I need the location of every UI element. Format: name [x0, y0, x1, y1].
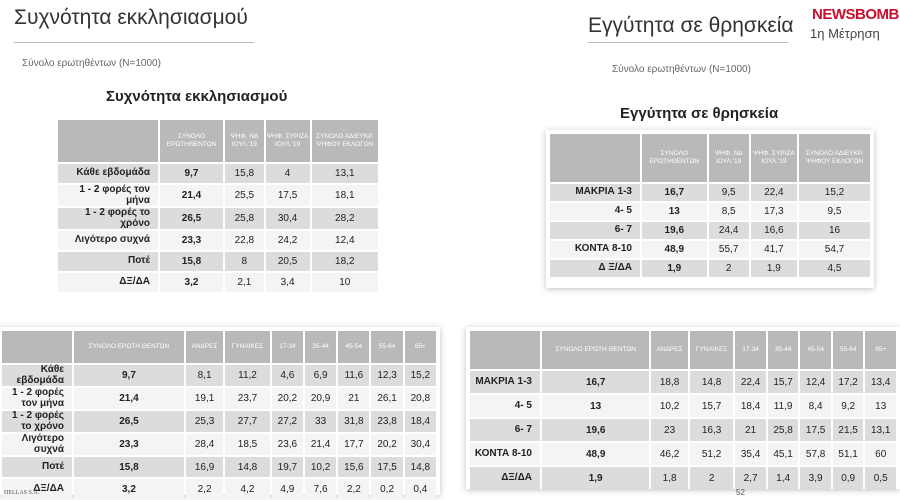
data-cell: 20,5 [266, 252, 310, 271]
row-label: 1 - 2 φορές το χρόνο [2, 411, 72, 432]
table-row [470, 419, 896, 441]
column-header: 35-44 [768, 331, 799, 369]
data-cell: 4,6 [272, 365, 303, 386]
data-cell: 17,2 [833, 371, 864, 393]
table1-title: Συχνότητα εκκλησιασμού [106, 88, 288, 105]
data-cell: 41,7 [751, 241, 797, 258]
column-header: ΓΥΝΑΙΚΕΣ [690, 331, 734, 369]
page-title-right: Εγγύτητα σε θρησκεία [588, 14, 794, 37]
data-cell: 24,2 [266, 231, 310, 250]
data-cell: 18,2 [312, 252, 378, 271]
data-cell: 11,6 [338, 365, 369, 386]
newsbomb-logo: NEWSBOMB [812, 6, 899, 23]
row-label: ΜΑΚΡΙΑ 1-3 [470, 371, 540, 393]
data-cell: 4 [266, 164, 310, 183]
footer-company: HELLAS S.A. [4, 490, 40, 496]
column-header: ΓΥΝΑΙΚΕΣ [225, 331, 270, 363]
church-attendance-by-demographic-table [0, 329, 438, 500]
header-corner-cell [2, 331, 72, 363]
table-row [2, 479, 436, 499]
data-cell: 21,4 [74, 388, 184, 409]
data-cell: 9,7 [160, 164, 223, 183]
table2-title: Εγγύτητα σε θρησκεία [620, 105, 779, 122]
data-cell: 21,4 [160, 185, 223, 206]
data-cell: 2,1 [225, 273, 264, 292]
religion-closeness-by-demographic-table [468, 329, 898, 491]
data-cell: 13,1 [312, 164, 378, 183]
data-cell: 17,7 [338, 434, 369, 455]
row-label: 6- 7 [550, 222, 640, 239]
data-cell: 23,6 [272, 434, 303, 455]
data-cell: 22,4 [751, 184, 797, 201]
data-cell: 26,5 [160, 208, 223, 229]
data-cell: 10 [312, 273, 378, 292]
data-cell: 3,2 [74, 479, 184, 499]
data-cell: 2 [709, 260, 749, 277]
table-row [58, 164, 378, 183]
data-cell: 11,9 [768, 395, 799, 417]
table-row [58, 273, 378, 292]
row-label: ΔΞ/ΔΑ [470, 467, 540, 489]
column-header: 65+ [865, 331, 896, 369]
column-header: 45-54 [800, 331, 831, 369]
row-label: 1 - 2 φορές το χρόνο [58, 208, 158, 229]
data-cell: 13,1 [865, 419, 896, 441]
data-cell: 14,8 [405, 457, 436, 477]
data-cell: 57,8 [800, 443, 831, 465]
table-row [2, 388, 436, 409]
data-cell: 0,9 [833, 467, 864, 489]
row-label: Κάθε εβδομάδα [2, 365, 72, 386]
data-cell: 19,1 [186, 388, 223, 409]
data-cell: 18,8 [651, 371, 687, 393]
data-cell: 27,7 [225, 411, 270, 432]
data-cell: 12,3 [371, 365, 402, 386]
column-header: ΨΗΦ. ΣΥΡΙΖΑ ΙΟΥΛ.'19 [266, 120, 310, 162]
row-label: 1 - 2 φορές τον μήνα [58, 185, 158, 206]
data-cell: 35,4 [735, 443, 766, 465]
data-cell: 60 [865, 443, 896, 465]
data-cell: 25,8 [225, 208, 264, 229]
row-label: Ποτέ [2, 457, 72, 477]
row-label: Ποτέ [58, 252, 158, 271]
data-cell: 20,8 [405, 388, 436, 409]
data-cell: 16,7 [542, 371, 649, 393]
data-cell: 0,5 [865, 467, 896, 489]
data-cell: 23 [651, 419, 687, 441]
data-cell: 12,4 [800, 371, 831, 393]
data-cell: 55,7 [709, 241, 749, 258]
column-header: ΣΥΝΟΛΟ ΑΔΙΕΥΚΡ. ΨΗΦΟΥ ΕΚΛΟΓΩΝ [799, 134, 870, 182]
data-cell: 9,5 [709, 184, 749, 201]
data-cell: 22,4 [735, 371, 766, 393]
data-cell: 4,2 [225, 479, 270, 499]
table-row [550, 222, 870, 239]
row-label: 6- 7 [470, 419, 540, 441]
data-cell: 0,2 [371, 479, 402, 499]
table-row [2, 434, 436, 455]
column-header: ΣΥΝΟΛΟ ΕΡΩΤΗΘΕΝΤΩΝ [160, 120, 223, 162]
data-cell: 15,8 [160, 252, 223, 271]
row-label: ΔΞ/ΔΑ [2, 479, 72, 499]
church-attendance-by-vote-table [56, 118, 380, 294]
row-label: ΔΞ/ΔΑ [58, 273, 158, 292]
data-cell: 18,1 [312, 185, 378, 206]
table-row [550, 203, 870, 220]
data-cell: 13 [642, 203, 707, 220]
data-cell: 8 [225, 252, 264, 271]
row-label: ΜΑΚΡΙΑ 1-3 [550, 184, 640, 201]
row-label: Λιγότερο συχνά [2, 434, 72, 455]
data-cell: 18,4 [405, 411, 436, 432]
table-row [470, 443, 896, 465]
data-cell: 21 [735, 419, 766, 441]
data-cell: 9,5 [799, 203, 870, 220]
column-header: ΣΥΝΟΛΟ ΕΡΩΤΗ ΘΕΝΤΩΝ [74, 331, 184, 363]
data-cell: 33 [305, 411, 336, 432]
data-cell: 7,6 [305, 479, 336, 499]
column-header: ΣΥΝΟΛΟ ΑΔΙΕΥΚΡ. ΨΗΦΟΥ ΕΚΛΟΓΩΝ [312, 120, 378, 162]
data-cell: 8,4 [800, 395, 831, 417]
data-cell: 1,9 [642, 260, 707, 277]
data-cell: 16 [799, 222, 870, 239]
column-header: 65+ [405, 331, 436, 363]
data-cell: 6,9 [305, 365, 336, 386]
data-cell: 48,9 [542, 443, 649, 465]
data-cell: 4,9 [272, 479, 303, 499]
sample-note-right: Σύνολο ερωτηθέντων (N=1000) [612, 64, 751, 75]
table-row [470, 371, 896, 393]
row-label: ΚΟΝΤΑ 8-10 [550, 241, 640, 258]
data-cell: 23,8 [371, 411, 402, 432]
data-cell: 17,5 [266, 185, 310, 206]
table-row [58, 208, 378, 229]
data-cell: 2,7 [735, 467, 766, 489]
data-cell: 18,5 [225, 434, 270, 455]
data-cell: 45,1 [768, 443, 799, 465]
data-cell: 23,3 [160, 231, 223, 250]
data-cell: 3,2 [160, 273, 223, 292]
header-corner-cell [470, 331, 540, 369]
data-cell: 13 [542, 395, 649, 417]
column-header: ΑΝΔΡΕΣ [186, 331, 223, 363]
data-cell: 9,2 [833, 395, 864, 417]
data-cell: 23,7 [225, 388, 270, 409]
data-cell: 10,2 [651, 395, 687, 417]
data-cell: 24,4 [709, 222, 749, 239]
sample-note-left: Σύνολο ερωτηθέντων (N=1000) [22, 58, 161, 69]
data-cell: 14,8 [225, 457, 270, 477]
data-cell: 19,6 [542, 419, 649, 441]
data-cell: 21 [338, 388, 369, 409]
data-cell: 16,3 [690, 419, 734, 441]
column-header: 17-34 [735, 331, 766, 369]
data-cell: 15,7 [768, 371, 799, 393]
data-cell: 51,2 [690, 443, 734, 465]
row-label: 4- 5 [470, 395, 540, 417]
column-header: 55-64 [371, 331, 402, 363]
data-cell: 51,1 [833, 443, 864, 465]
table-row [2, 365, 436, 386]
table-row [470, 395, 896, 417]
data-cell: 15,6 [338, 457, 369, 477]
data-cell: 25,3 [186, 411, 223, 432]
column-header: ΨΗΦ. ΝΔ ΙΟΥΛ.'19 [709, 134, 749, 182]
data-cell: 25,5 [225, 185, 264, 206]
row-label: 4- 5 [550, 203, 640, 220]
data-cell: 8,5 [709, 203, 749, 220]
data-cell: 2 [690, 467, 734, 489]
data-cell: 46,2 [651, 443, 687, 465]
data-cell: 1,4 [768, 467, 799, 489]
data-cell: 1,9 [542, 467, 649, 489]
table-row [470, 467, 896, 489]
data-cell: 13,4 [865, 371, 896, 393]
data-cell: 17,5 [800, 419, 831, 441]
table-row [2, 411, 436, 432]
data-cell: 17,5 [371, 457, 402, 477]
column-header: 45-54 [338, 331, 369, 363]
table-header-row [470, 331, 896, 369]
data-cell: 22,8 [225, 231, 264, 250]
row-label: 1 - 2 φορές τον μήνα [2, 388, 72, 409]
data-cell: 26,5 [74, 411, 184, 432]
data-cell: 12,4 [312, 231, 378, 250]
table-row [550, 184, 870, 201]
data-cell: 15,8 [74, 457, 184, 477]
data-cell: 21,4 [305, 434, 336, 455]
data-cell: 17,3 [751, 203, 797, 220]
row-label: Κάθε εβδομάδα [58, 164, 158, 183]
column-header: ΑΝΔΡΕΣ [651, 331, 687, 369]
column-header: 55-64 [833, 331, 864, 369]
data-cell: 20,9 [305, 388, 336, 409]
religion-closeness-by-vote-table [548, 132, 872, 279]
column-header: ΨΗΦ. ΝΔ ΙΟΥΛ.'19 [225, 120, 264, 162]
data-cell: 0,4 [405, 479, 436, 499]
table-row [2, 457, 436, 477]
data-cell: 2,2 [338, 479, 369, 499]
data-cell: 16,7 [642, 184, 707, 201]
data-cell: 15,7 [690, 395, 734, 417]
data-cell: 11,2 [225, 365, 270, 386]
data-cell: 28,2 [312, 208, 378, 229]
column-header: ΨΗΦ. ΣΥΡΙΖΑ ΙΟΥΛ.'19 [751, 134, 797, 182]
data-cell: 4,5 [799, 260, 870, 277]
data-cell: 16,6 [751, 222, 797, 239]
row-label: Λιγότερο συχνά [58, 231, 158, 250]
data-cell: 13 [865, 395, 896, 417]
data-cell: 9,7 [74, 365, 184, 386]
table-row [550, 260, 870, 277]
data-cell: 23,3 [74, 434, 184, 455]
header-divider-right [588, 42, 788, 43]
header-corner-cell [58, 120, 158, 162]
header-corner-cell [550, 134, 640, 182]
table-row [58, 252, 378, 271]
column-header: ΣΥΝΟΛΟ ΕΡΩΤΗ ΘΕΝΤΩΝ [542, 331, 649, 369]
data-cell: 3,4 [266, 273, 310, 292]
table-row [58, 231, 378, 250]
column-header: 35-44 [305, 331, 336, 363]
table-header-row [58, 120, 378, 162]
data-cell: 10,2 [305, 457, 336, 477]
data-cell: 1,8 [651, 467, 687, 489]
data-cell: 20,2 [371, 434, 402, 455]
data-cell: 1,9 [751, 260, 797, 277]
data-cell: 28,4 [186, 434, 223, 455]
row-label: ΚΟΝΤΑ 8-10 [470, 443, 540, 465]
data-cell: 19,6 [642, 222, 707, 239]
data-cell: 3,9 [800, 467, 831, 489]
data-cell: 30,4 [405, 434, 436, 455]
data-cell: 30,4 [266, 208, 310, 229]
page-title-left: Συχνότητα εκκλησιασμού [14, 6, 248, 29]
row-label: Δ Ξ/ΔΑ [550, 260, 640, 277]
data-cell: 26,1 [371, 388, 402, 409]
table-row [550, 241, 870, 258]
header-divider-left [14, 42, 254, 43]
data-cell: 18,4 [735, 395, 766, 417]
data-cell: 27,2 [272, 411, 303, 432]
data-cell: 8,1 [186, 365, 223, 386]
data-cell: 19,7 [272, 457, 303, 477]
table-header-row [2, 331, 436, 363]
data-cell: 20,2 [272, 388, 303, 409]
data-cell: 15,2 [405, 365, 436, 386]
column-header: 17-34 [272, 331, 303, 363]
data-cell: 54,7 [799, 241, 870, 258]
column-header: ΣΥΝΟΛΟ ΕΡΩΤΗΘΕΝΤΩΝ [642, 134, 707, 182]
data-cell: 15,2 [799, 184, 870, 201]
data-cell: 2,2 [186, 479, 223, 499]
data-cell: 31,8 [338, 411, 369, 432]
table-header-row [550, 134, 870, 182]
data-cell: 15,8 [225, 164, 264, 183]
page-number: 52 [736, 488, 745, 497]
data-cell: 25,8 [768, 419, 799, 441]
data-cell: 48,9 [642, 241, 707, 258]
data-cell: 21,5 [833, 419, 864, 441]
table-row [58, 185, 378, 206]
data-cell: 16,9 [186, 457, 223, 477]
data-cell: 14,8 [690, 371, 734, 393]
measurement-label: 1η Μέτρηση [810, 26, 880, 41]
